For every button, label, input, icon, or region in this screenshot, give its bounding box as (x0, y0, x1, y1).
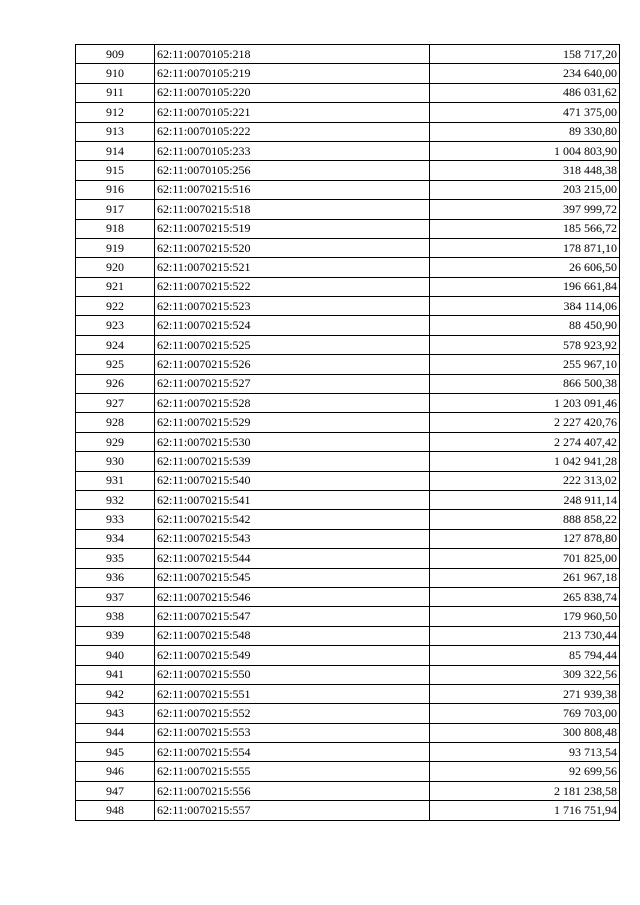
cadastral-value-cell: 248 911,14 (430, 490, 620, 509)
row-number-cell: 944 (76, 723, 155, 742)
table-row (76, 277, 620, 296)
cadastral-number-cell: 62:11:0070215:542 (155, 510, 430, 529)
cadastral-number-cell: 62:11:0070105:256 (155, 161, 430, 180)
cadastral-value-cell: 271 939,38 (430, 684, 620, 703)
cadastral-value-cell: 578 923,92 (430, 335, 620, 354)
cadastral-number-cell: 62:11:0070215:556 (155, 781, 430, 800)
cadastral-number-cell: 62:11:0070215:552 (155, 704, 430, 723)
cadastral-number-cell: 62:11:0070215:518 (155, 200, 430, 219)
cadastral-value-cell: 2 274 407,42 (430, 432, 620, 451)
row-number-cell: 919 (76, 238, 155, 257)
cadastral-value-cell: 185 566,72 (430, 219, 620, 238)
row-number-cell: 924 (76, 335, 155, 354)
cadastral-value-cell: 158 717,20 (430, 45, 620, 64)
cadastral-value-cell: 1 004 803,90 (430, 141, 620, 160)
row-number-cell: 914 (76, 141, 155, 160)
table-row (76, 83, 620, 102)
cadastral-number-cell: 62:11:0070215:529 (155, 413, 430, 432)
cadastral-number-cell: 62:11:0070215:520 (155, 238, 430, 257)
cadastral-value-cell: 888 858,22 (430, 510, 620, 529)
cadastral-number-cell: 62:11:0070215:523 (155, 297, 430, 316)
row-number-cell: 931 (76, 471, 155, 490)
table-row (76, 413, 620, 432)
cadastral-value-cell: 92 699,56 (430, 762, 620, 781)
cadastral-value-cell: 255 967,10 (430, 355, 620, 374)
row-number-cell: 942 (76, 684, 155, 703)
cadastral-value-cell: 213 730,44 (430, 626, 620, 645)
cadastral-value-cell: 26 606,50 (430, 258, 620, 277)
cadastral-value-cell: 88 450,90 (430, 316, 620, 335)
table-row (76, 723, 620, 742)
row-number-cell: 936 (76, 568, 155, 587)
table-row (76, 238, 620, 257)
table-row (76, 122, 620, 141)
cadastral-number-cell: 62:11:0070215:528 (155, 394, 430, 413)
cadastral-number-cell: 62:11:0070105:221 (155, 103, 430, 122)
row-number-cell: 912 (76, 103, 155, 122)
cadastral-value-cell: 127 878,80 (430, 529, 620, 548)
cadastral-value-cell: 769 703,00 (430, 704, 620, 723)
cadastral-number-cell: 62:11:0070105:222 (155, 122, 430, 141)
row-number-cell: 933 (76, 510, 155, 529)
cadastral-number-cell: 62:11:0070105:220 (155, 83, 430, 102)
cadastral-value-cell: 486 031,62 (430, 83, 620, 102)
cadastral-number-cell: 62:11:0070215:550 (155, 665, 430, 684)
row-number-cell: 938 (76, 607, 155, 626)
cadastral-number-cell: 62:11:0070215:516 (155, 180, 430, 199)
row-number-cell: 923 (76, 316, 155, 335)
cadastral-number-cell: 62:11:0070215:554 (155, 743, 430, 762)
cadastral-value-cell: 261 967,18 (430, 568, 620, 587)
cadastral-value-cell: 701 825,00 (430, 549, 620, 568)
cadastral-number-cell: 62:11:0070215:555 (155, 762, 430, 781)
row-number-cell: 917 (76, 200, 155, 219)
row-number-cell: 927 (76, 394, 155, 413)
row-number-cell: 930 (76, 452, 155, 471)
cadastral-value-cell: 93 713,54 (430, 743, 620, 762)
cadastral-value-cell: 1 716 751,94 (430, 801, 620, 820)
table-row (76, 316, 620, 335)
table-row (76, 64, 620, 83)
cadastral-value-cell: 89 330,80 (430, 122, 620, 141)
cadastral-value-cell: 1 203 091,46 (430, 394, 620, 413)
row-number-cell: 946 (76, 762, 155, 781)
cadastral-number-cell: 62:11:0070215:521 (155, 258, 430, 277)
cadastral-value-cell: 203 215,00 (430, 180, 620, 199)
cadastral-number-cell: 62:11:0070215:524 (155, 316, 430, 335)
table-row (76, 510, 620, 529)
table-row (76, 704, 620, 723)
cadastral-number-cell: 62:11:0070105:218 (155, 45, 430, 64)
cadastral-number-cell: 62:11:0070105:219 (155, 64, 430, 83)
row-number-cell: 925 (76, 355, 155, 374)
cadastral-value-cell: 397 999,72 (430, 200, 620, 219)
cadastral-number-cell: 62:11:0070215:543 (155, 529, 430, 548)
table-row (76, 471, 620, 490)
row-number-cell: 916 (76, 180, 155, 199)
cadastral-number-cell: 62:11:0070215:545 (155, 568, 430, 587)
table-row (76, 646, 620, 665)
cadastral-value-cell: 384 114,06 (430, 297, 620, 316)
table-row (76, 103, 620, 122)
row-number-cell: 941 (76, 665, 155, 684)
cadastral-value-cell: 2 181 238,58 (430, 781, 620, 800)
row-number-cell: 913 (76, 122, 155, 141)
table-row (76, 432, 620, 451)
table-row (76, 335, 620, 354)
cadastral-value-cell: 196 661,84 (430, 277, 620, 296)
table-row (76, 374, 620, 393)
row-number-cell: 929 (76, 432, 155, 451)
row-number-cell: 911 (76, 83, 155, 102)
table-row (76, 568, 620, 587)
cadastral-number-cell: 62:11:0070215:557 (155, 801, 430, 820)
cadastral-value-cell: 234 640,00 (430, 64, 620, 83)
cadastral-value-cell: 1 042 941,28 (430, 452, 620, 471)
cadastral-number-cell: 62:11:0070215:530 (155, 432, 430, 451)
row-number-cell: 939 (76, 626, 155, 645)
table-row (76, 587, 620, 606)
row-number-cell: 937 (76, 587, 155, 606)
table-row (76, 607, 620, 626)
cadastral-number-cell: 62:11:0070215:548 (155, 626, 430, 645)
cadastral-number-cell: 62:11:0070215:522 (155, 277, 430, 296)
row-number-cell: 909 (76, 45, 155, 64)
table-row (76, 529, 620, 548)
cadastral-value-cell: 222 313,02 (430, 471, 620, 490)
table-row (76, 180, 620, 199)
table-row (76, 781, 620, 800)
table-row (76, 161, 620, 180)
cadastral-number-cell: 62:11:0070215:551 (155, 684, 430, 703)
table-row (76, 684, 620, 703)
row-number-cell: 920 (76, 258, 155, 277)
table-row (76, 665, 620, 684)
table-row (76, 394, 620, 413)
cadastral-number-cell: 62:11:0070215:546 (155, 587, 430, 606)
row-number-cell: 922 (76, 297, 155, 316)
cadastral-number-cell: 62:11:0070215:553 (155, 723, 430, 742)
table-row (76, 355, 620, 374)
row-number-cell: 940 (76, 646, 155, 665)
table-row (76, 762, 620, 781)
row-number-cell: 934 (76, 529, 155, 548)
table-row (76, 297, 620, 316)
cadastral-value-cell: 179 960,50 (430, 607, 620, 626)
cadastral-number-cell: 62:11:0070105:233 (155, 141, 430, 160)
cadastral-number-cell: 62:11:0070215:549 (155, 646, 430, 665)
table-row (76, 490, 620, 509)
cadastral-value-cell: 178 871,10 (430, 238, 620, 257)
table-row (76, 801, 620, 820)
cadastral-value-cell: 318 448,38 (430, 161, 620, 180)
cadastral-number-cell: 62:11:0070215:526 (155, 355, 430, 374)
cadastral-value-cell: 265 838,74 (430, 587, 620, 606)
cadastral-value-cell: 471 375,00 (430, 103, 620, 122)
cadastral-value-cell: 85 794,44 (430, 646, 620, 665)
cadastral-value-cell: 300 808,48 (430, 723, 620, 742)
cadastral-number-cell: 62:11:0070215:541 (155, 490, 430, 509)
table-row (76, 452, 620, 471)
row-number-cell: 947 (76, 781, 155, 800)
cadastral-value-cell: 2 227 420,76 (430, 413, 620, 432)
cadastral-value-cell: 866 500,38 (430, 374, 620, 393)
row-number-cell: 945 (76, 743, 155, 762)
row-number-cell: 926 (76, 374, 155, 393)
cadastral-number-cell: 62:11:0070215:539 (155, 452, 430, 471)
row-number-cell: 948 (76, 801, 155, 820)
table-row (76, 626, 620, 645)
cadastral-value-cell: 309 322,56 (430, 665, 620, 684)
row-number-cell: 928 (76, 413, 155, 432)
cadastral-number-cell: 62:11:0070215:527 (155, 374, 430, 393)
cadastral-number-cell: 62:11:0070215:540 (155, 471, 430, 490)
row-number-cell: 935 (76, 549, 155, 568)
cadastral-number-cell: 62:11:0070215:525 (155, 335, 430, 354)
cadastral-number-cell: 62:11:0070215:544 (155, 549, 430, 568)
table-body (76, 45, 620, 821)
row-number-cell: 918 (76, 219, 155, 238)
table-row (76, 219, 620, 238)
cadastral-number-cell: 62:11:0070215:547 (155, 607, 430, 626)
row-number-cell: 915 (76, 161, 155, 180)
cadastral-value-table (75, 44, 620, 821)
table-row (76, 200, 620, 219)
row-number-cell: 943 (76, 704, 155, 723)
table-row (76, 45, 620, 64)
table-row (76, 549, 620, 568)
cadastral-number-cell: 62:11:0070215:519 (155, 219, 430, 238)
row-number-cell: 921 (76, 277, 155, 296)
table-row (76, 743, 620, 762)
table-row (76, 258, 620, 277)
table-row (76, 141, 620, 160)
row-number-cell: 910 (76, 64, 155, 83)
row-number-cell: 932 (76, 490, 155, 509)
